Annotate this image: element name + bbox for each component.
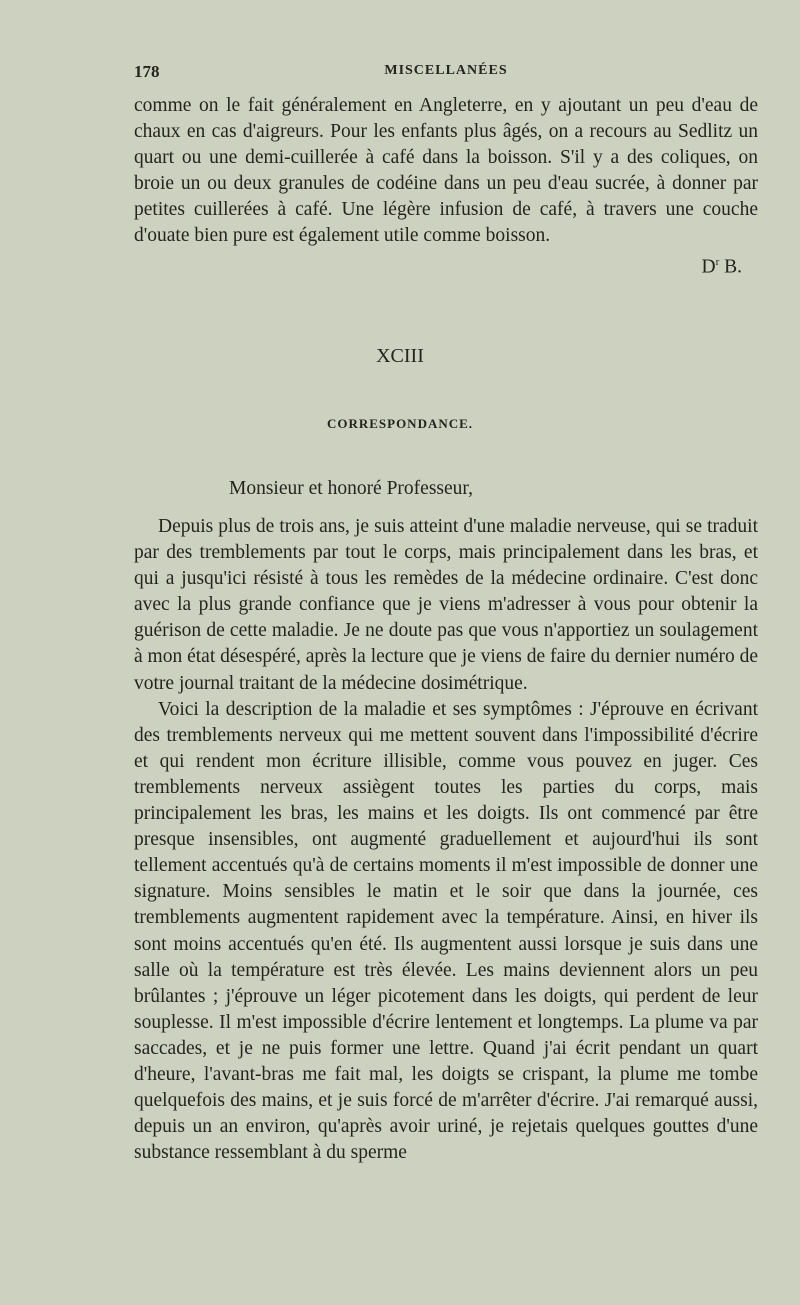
- signature-name: B.: [724, 256, 742, 278]
- signature: [701, 256, 742, 279]
- running-head: MISCELLANÉES: [384, 63, 508, 78]
- letter-paragraph: Voici la description de la maladie et ses symptômes : J'éprouve en écrivant des tremblements nerveux qui me mettent souvent dans l'impossibilité d'écrire et qui rendent mon écriture illisible, comme vous pouvez en juger. Ces tremblements nerveux assiègent toutes les parties du corps, mais principalement les bras, les mains et les doigts. Ils ont commencé par être presque insensibles, ont augmenté graduellement et aujourd'hui ils sont tellement accentués qu'à de certains moments il m'est impossible de donner une signature. Moins sensibles le matin et le soir que dans la journée, ces tremblements augmentent rapidement avec la température. Ainsi, en hiver ils sont moins accentués qu'en été. Ils augmentent aussi lorsque je suis dans une salle où la température est très élevée. Les mains deviennent alors un peu brûlantes ; j'éprouve un léger picotement dans les doigts, qui perdent de leur souplesse. Il m'est impossible d'écrire lentement et longtemps. La plume va par saccades, et je ne puis former une lettre. Quand j'ai écrit pendant un quart d'heure, l'avant-bras me fait mal, les doigts se crispant, la plume me tombe quelquefois des mains, et je suis forcé de m'arrêter d'écrire. J'ai remarqué aussi, depuis un an environ, qu'après avoir uriné, je rejetais quelques gouttes d'une substance ressemblant à du sperme: [134, 698, 758, 1164]
- letter-body: [134, 514, 758, 1166]
- intro-paragraph: comme on le fait généralement en Angleterre, en y ajoutant un peu d'eau de chaux en cas d'aigreurs. Pour les enfants plus âgés, on a recours au Sedlitz un quart ou une demi-cuillerée à café dans la boisson. S'il y a des coliques, on broie un ou deux granules de codéine dans un peu d'eau sucrée, à donner par petites cuillerées à café. Une légère infusion de café, à travers une couche d'ouate bien pure est également utile comme boisson.: [134, 95, 758, 247]
- intro-text-block: [134, 93, 758, 250]
- section-number: XCIII: [376, 345, 424, 367]
- letter-salutation: Monsieur et honoré Professeur,: [229, 478, 473, 499]
- signature-superscript: r: [715, 256, 720, 268]
- page-number: 178: [134, 62, 160, 81]
- signature-prefix: D: [701, 256, 716, 278]
- page-header: [134, 62, 758, 86]
- letter-paragraph: Depuis plus de trois ans, je suis atteint d'une maladie nerveuse, qui se traduit par des tremblements par tout le corps, mais principalement dans les bras, et qui a jusqu'ici résisté à tous les remèdes de la médecine ordinaire. C'est donc avec la plus grande confiance que je viens m'adresser à vous pour obtenir la guérison de cette maladie. Je ne doute pas que vous n'apportiez un soulagement à mon état désespéré, après la lecture que je viens de faire du dernier numéro de votre journal traitant de la médecine dosimétrique.: [134, 516, 758, 694]
- section-title: CORRESPONDANCE.: [326, 416, 474, 431]
